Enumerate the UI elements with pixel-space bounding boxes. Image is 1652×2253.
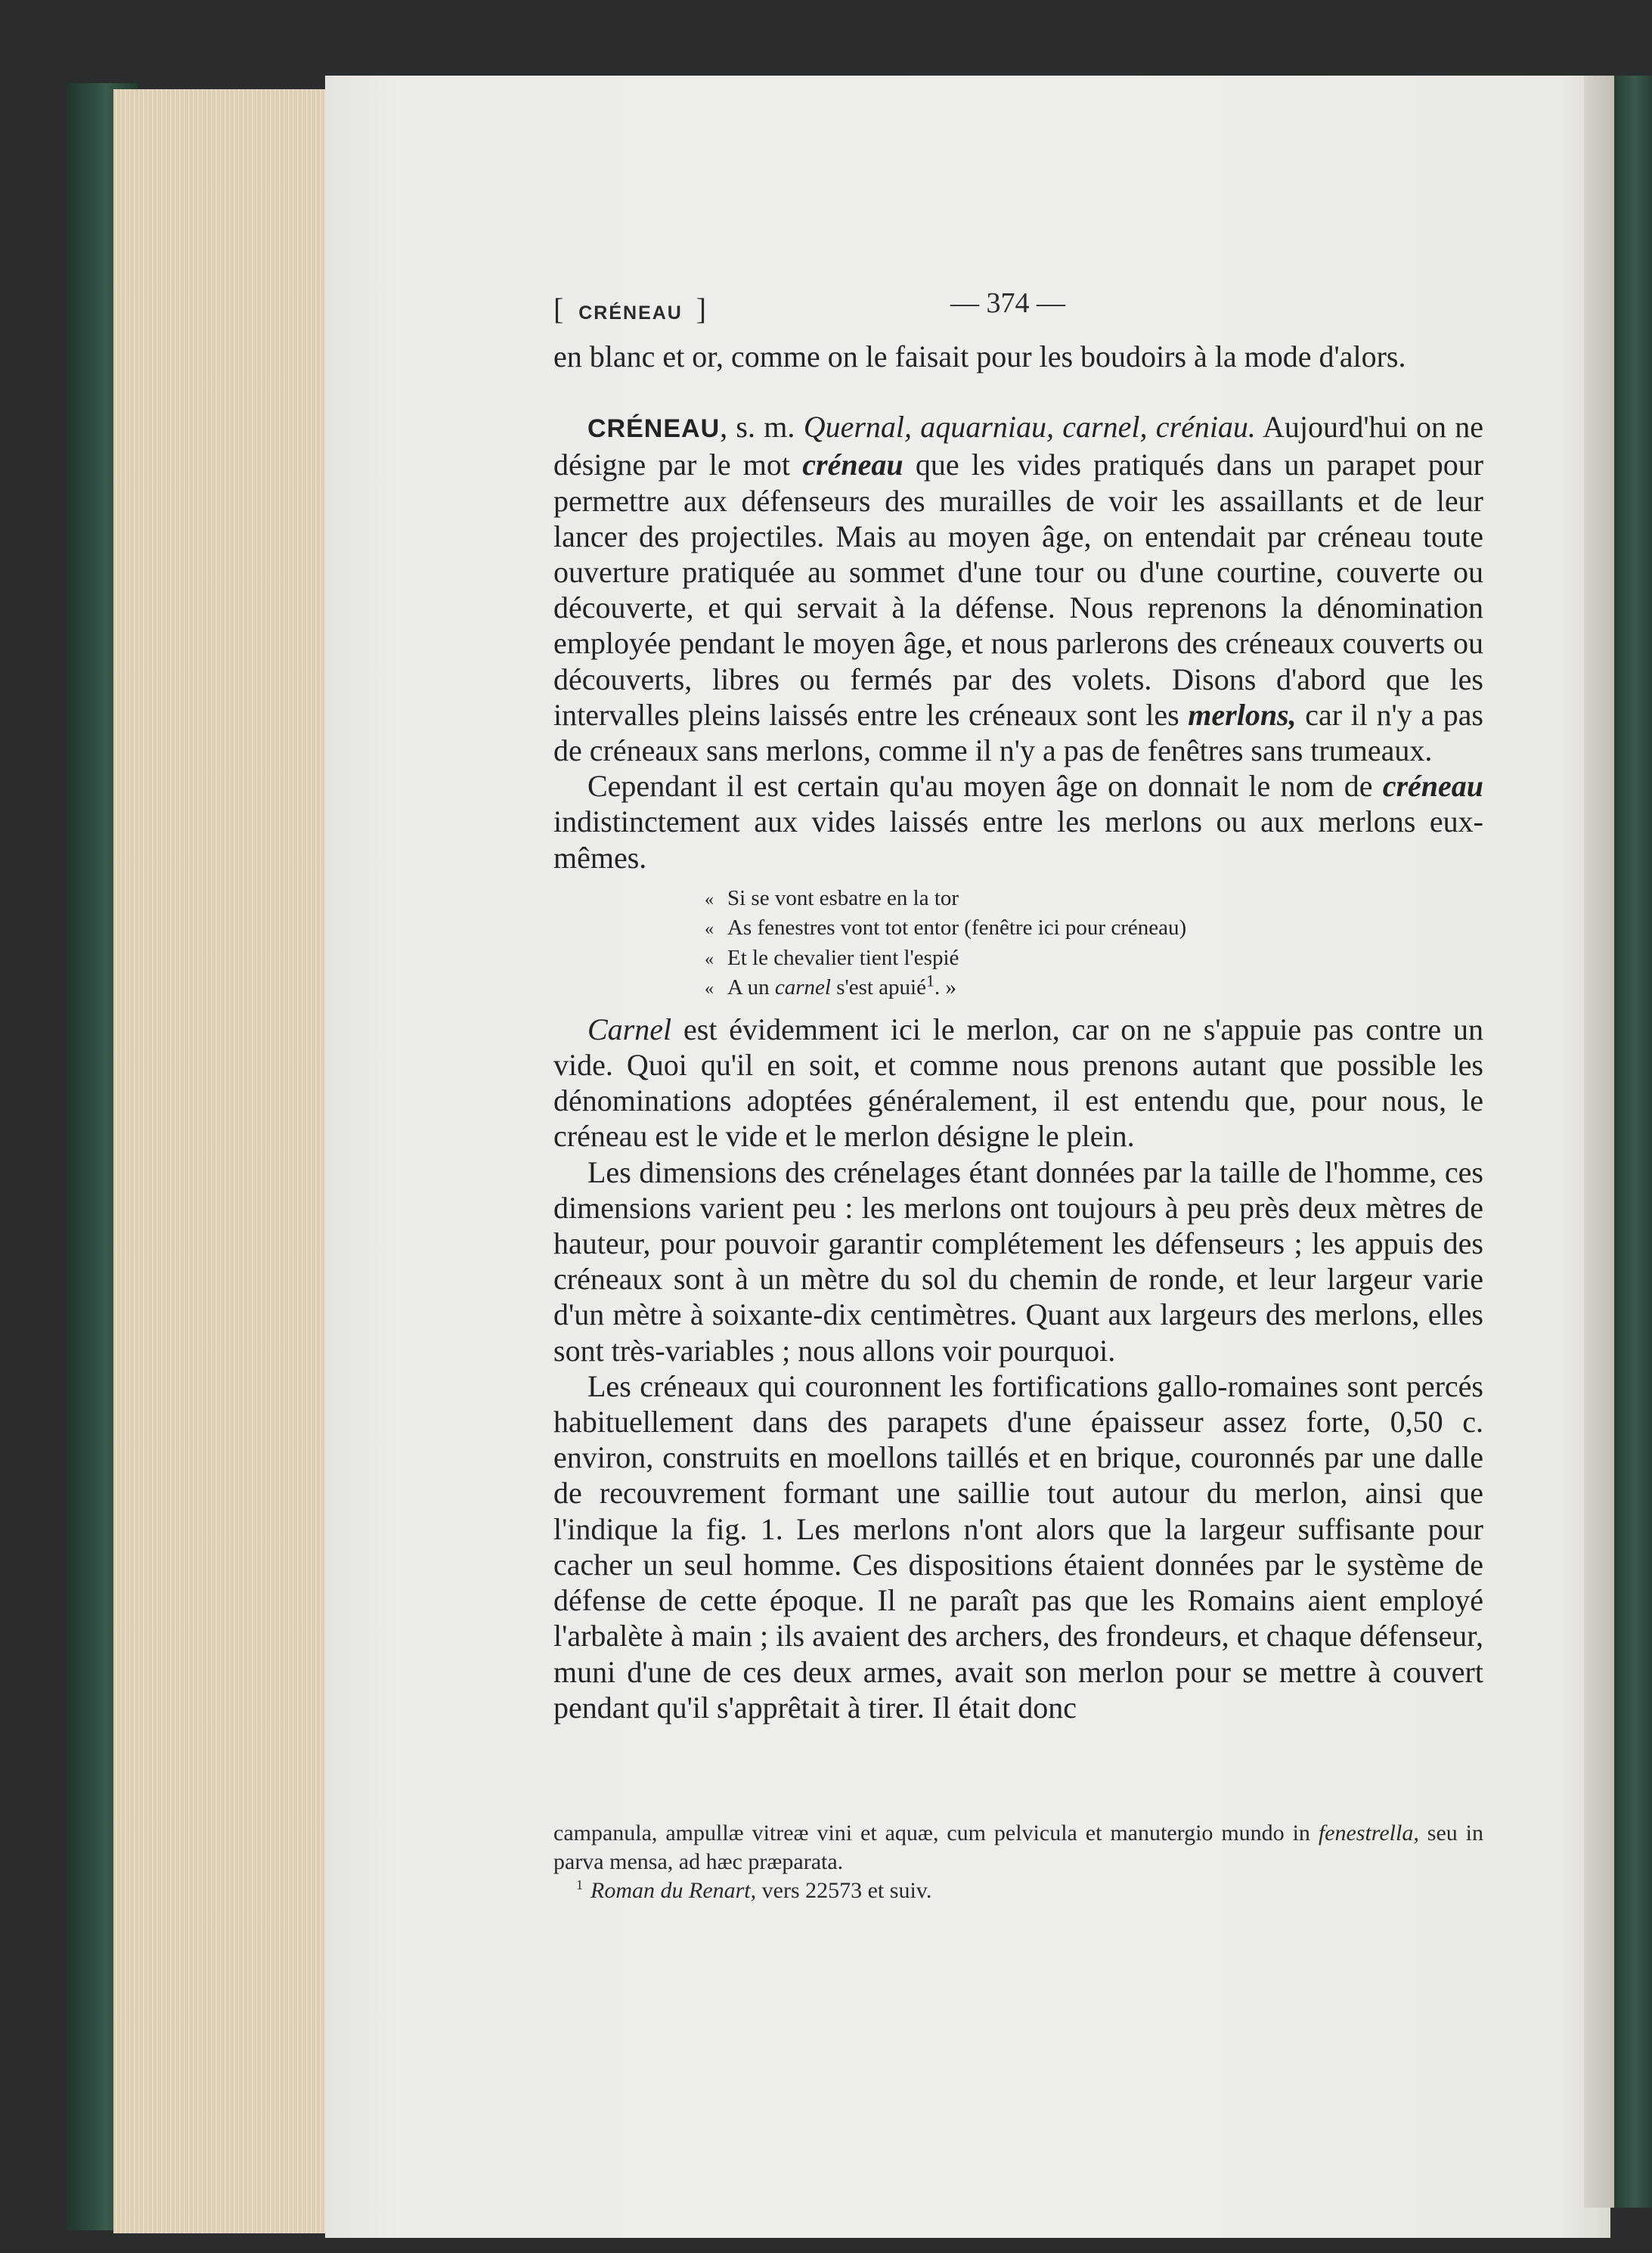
entry-pos: , s. m. (720, 410, 795, 445)
book-cover-right (1610, 76, 1652, 2208)
entry-text: Aujourd'hui on ne désigne par le mot (553, 410, 1484, 482)
page-header (553, 287, 1483, 333)
entry-variants: Quernal, aquarniau, carnel, créniau. (803, 410, 1256, 445)
entry-headword: CRÉNEAU (587, 414, 721, 444)
paragraph: Les dimensions des crénelages étant données par la taille de l'homme, ces dimensions varient peu : les merlons ont toujours à peu près deux mètres de hauteur, pour pouvoir garantir complétement les défenseurs ; les appuis des créneaux sont à un mètre du sol du chemin de ronde, et leur largeur varie d'un mètre à soixante-dix centimètres. Quant aux largeurs des merlons, elles sont très-variables ; nous allons voir pourquoi. (553, 1154, 1483, 1368)
footnote-continuation: campanula, ampullæ vitreæ vini et aquæ, cum pelvicula et manutergio mundo in fenestrella, seu in parva mensa, ad hæc præparata. (553, 1821, 1484, 1874)
running-head-label: CRÉNEAU (578, 302, 683, 324)
entry-paragraph (553, 409, 1483, 768)
verse-line: « Si se vont esbatre en la tor (705, 885, 959, 910)
footnotes (553, 1819, 1483, 1905)
facing-page-edge (1584, 76, 1614, 2208)
verse-quotation (705, 885, 1483, 1004)
paragraph (553, 1012, 1483, 1154)
paragraph-text: indistinctement aux vides laissés entre les merlons ou aux merlons eux-mêmes. (553, 804, 1483, 875)
verse-line: « Et le chevalier tient l'espié (705, 945, 959, 970)
entry-text: car il n'y a pas de créneaux sans merlons, comme il n'y a pas de fenêtres sans trumeaux. (553, 697, 1483, 768)
verse-line: « As fenestres vont tot entor (fenêtre ici pour créneau) (705, 916, 1187, 941)
paragraph: Les créneaux qui couronnent les fortifications gallo-romaines sont percés habituellement dans des parapets d'une épaisseur assez forte, 0,50 c. environ, construits en moellons taillés et en brique, couronnés par une dalle de recouvrement formant une saillie tout autour du merlon, ainsi que l'indique la fig. 1. Les merlons n'ont alors que la largeur suffisante pour cacher un seul homme. Ces dispositions étaient données par le système de défense de cette époque. Il ne paraît pas que les Romains aient employé l'arbalète à main ; ils avaient des archers, des frondeurs, et chaque défenseur, muni d'une de ces deux armes, avait son merlon pour se mettre à couvert pendant qu'il s'apprêtait à tirer. Il était donc (553, 1368, 1483, 1725)
paragraph-text: Cependant il est certain qu'au moyen âge on donnait le nom de (587, 769, 1373, 804)
term: merlons, (1188, 697, 1297, 732)
entry-text: que les vides pratiqués dans un parapet pour permettre aux défenseurs des murailles de voir les assaillants et de leur lancer des projectiles. Mais au moyen âge, on entendait par créneau toute ouverture pratiquée au sommet d'une tour ou d'une courtine, couverte ou découverte, et qui servait à la défense. Nous reprenons la dénomination employée pendant le moyen âge, et nous parlerons des créneaux couverts ou découverts, libres ou fermés par des volets. Disons d'abord que les intervalles pleins laissés entre les créneaux sont les (553, 448, 1484, 732)
verse-line: « A un carnel s'est apuié$^1$. » (705, 971, 956, 1000)
term: Carnel (587, 1012, 672, 1046)
continuation-paragraph: en blanc et or, comme on le faisait pour les boudoirs à la mode d'alors. (553, 339, 1406, 373)
main-text (553, 339, 1483, 1725)
term: créneau (802, 448, 903, 482)
footnote-ref: 1 (925, 971, 934, 990)
paragraph (553, 768, 1483, 875)
term: créneau (1382, 769, 1484, 804)
footnote-1: $^1$ Roman du Renart, vers 22573 et suiv. (576, 1877, 932, 1903)
page-edges (113, 89, 333, 2233)
page-number: — 374 — (950, 287, 1065, 319)
paragraph-text: est évidemment ici le merlon, car on ne s'appuie pas contre un vide. Quoi qu'il en soit, et comme nous prenons autant que possible les dénominations adoptées généralement, il est entendu que, pour nous, le créneau est le vide et le merlon désigne le plein. (553, 1012, 1484, 1154)
running-head: [ CRÉNEAU ] (553, 292, 708, 326)
